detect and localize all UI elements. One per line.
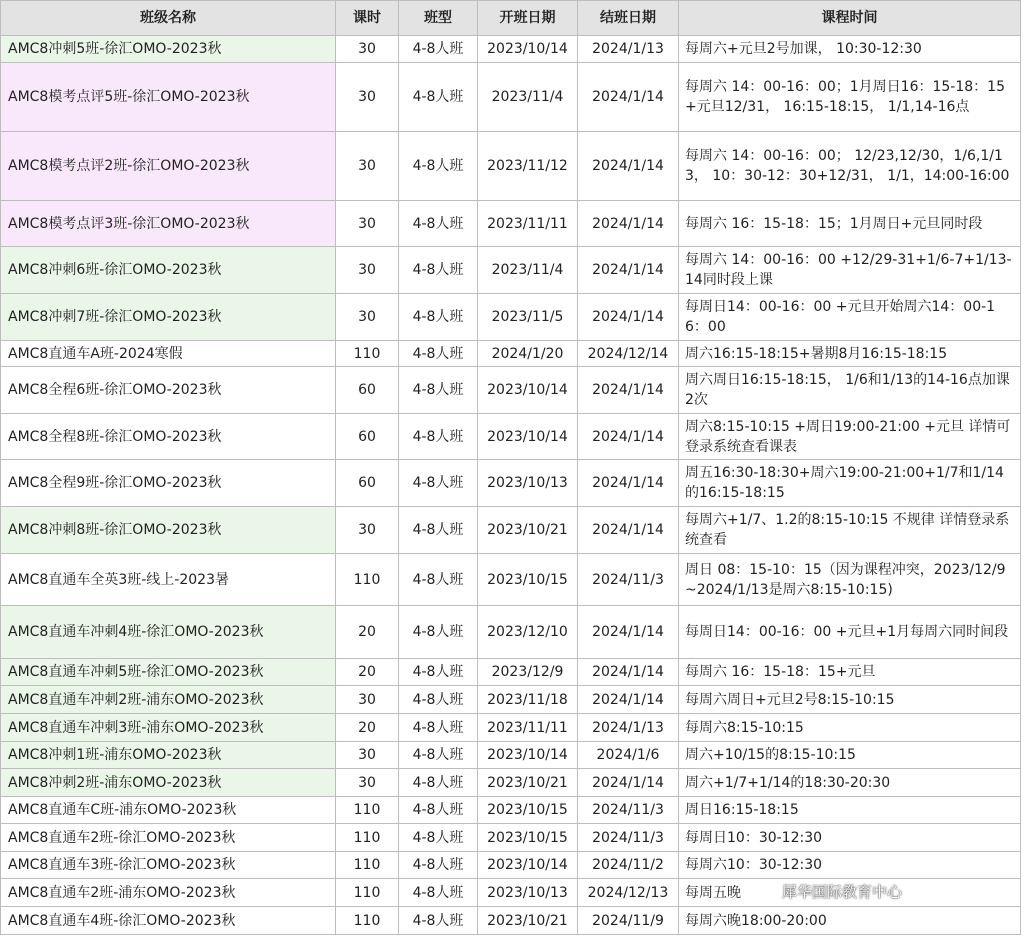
cell-schedule: 每周五晚 [679,879,1021,907]
cell-schedule: 周日16:15-18:15 [679,797,1021,824]
cell-start-date: 2023/10/15 [478,824,578,852]
cell-class-name: AMC8模考点评2班-徐汇OMO-2023秋 [1,132,336,201]
cell-schedule: 周六8:15-10:15 +周日19:00-21:00 +元旦 详情可登录系统查看课表 [679,414,1021,460]
cell-hours: 110 [336,852,399,879]
cell-hours: 110 [336,907,399,935]
cell-schedule: 每周六10：30-12:30 [679,852,1021,879]
cell-class-name: AMC8全程6班-徐汇OMO-2023秋 [1,367,336,414]
cell-schedule: 周六周日16:15-18:15， 1/6和1/13的14-16点加课2次 [679,367,1021,414]
cell-class-type: 4-8人班 [399,414,478,460]
table-row [1,460,1021,507]
cell-class-name: AMC8模考点评5班-徐汇OMO-2023秋 [1,63,336,132]
cell-hours: 20 [336,606,399,659]
header-class-type: 班型 [399,1,478,36]
cell-class-name: AMC8冲刺5班-徐汇OMO-2023秋 [1,36,336,63]
cell-schedule: 每周六8:15-10:15 [679,714,1021,742]
cell-class-type: 4-8人班 [399,507,478,554]
cell-end-date: 2024/1/14 [578,460,679,507]
cell-class-type: 4-8人班 [399,606,478,659]
cell-class-name: AMC8直通车A班-2024寒假 [1,341,336,367]
table-row [1,294,1021,341]
header-end-date: 结班日期 [578,1,679,36]
table-row [1,63,1021,132]
cell-hours: 30 [336,294,399,341]
cell-end-date: 2024/1/14 [578,659,679,686]
cell-class-name: AMC8冲刺2班-浦东OMO-2023秋 [1,769,336,797]
cell-end-date: 2024/1/14 [578,201,679,247]
cell-start-date: 2023/10/21 [478,907,578,935]
cell-class-name: AMC8模考点评3班-徐汇OMO-2023秋 [1,201,336,247]
cell-hours: 30 [336,769,399,797]
table-row [1,554,1021,606]
cell-class-name: AMC8直通车2班-徐汇OMO-2023秋 [1,824,336,852]
cell-hours: 30 [336,201,399,247]
table-row [1,907,1021,935]
cell-start-date: 2023/11/5 [478,294,578,341]
cell-class-name: AMC8直通车2班-浦东OMO-2023秋 [1,879,336,907]
cell-start-date: 2023/11/11 [478,201,578,247]
cell-end-date: 2024/1/13 [578,36,679,63]
cell-class-type: 4-8人班 [399,36,478,63]
cell-hours: 110 [336,797,399,824]
cell-schedule: 周六+10/15的8:15-10:15 [679,742,1021,769]
table-row [1,132,1021,201]
cell-schedule: 每周六+1/7、1.2的8:15-10:15 不规律 详情登录系统查看 [679,507,1021,554]
cell-schedule: 每周六 14：00-16：00 +12/29-31+1/6-7+1/13-14同时段上课 [679,247,1021,294]
cell-start-date: 2023/10/13 [478,460,578,507]
cell-end-date: 2024/12/14 [578,341,679,367]
cell-class-type: 4-8人班 [399,742,478,769]
header-schedule: 课程时间 [679,1,1021,36]
cell-class-name: AMC8直通车4班-徐汇OMO-2023秋 [1,907,336,935]
cell-end-date: 2024/1/14 [578,414,679,460]
cell-class-type: 4-8人班 [399,852,478,879]
cell-schedule: 每周日10：30-12:30 [679,824,1021,852]
cell-class-type: 4-8人班 [399,63,478,132]
cell-hours: 30 [336,507,399,554]
cell-class-name: AMC8全程9班-徐汇OMO-2023秋 [1,460,336,507]
cell-end-date: 2024/1/14 [578,367,679,414]
cell-hours: 20 [336,659,399,686]
cell-end-date: 2024/1/14 [578,247,679,294]
cell-start-date: 2023/10/21 [478,507,578,554]
cell-start-date: 2023/11/11 [478,714,578,742]
cell-class-name: AMC8直通车冲刺2班-浦东OMO-2023秋 [1,686,336,714]
cell-class-name: AMC8直通车C班-浦东OMO-2023秋 [1,797,336,824]
cell-end-date: 2024/1/14 [578,63,679,132]
cell-end-date: 2024/11/3 [578,797,679,824]
table-row [1,686,1021,714]
table-row [1,797,1021,824]
cell-class-type: 4-8人班 [399,132,478,201]
cell-hours: 30 [336,686,399,714]
cell-hours: 30 [336,63,399,132]
cell-start-date: 2023/12/9 [478,659,578,686]
cell-end-date: 2024/1/14 [578,606,679,659]
table-row [1,606,1021,659]
cell-class-type: 4-8人班 [399,714,478,742]
cell-end-date: 2024/11/3 [578,554,679,606]
table-row [1,769,1021,797]
cell-start-date: 2023/10/21 [478,769,578,797]
cell-schedule: 每周六 16：15-18：15；1月周日+元旦同时段 [679,201,1021,247]
cell-class-type: 4-8人班 [399,907,478,935]
cell-start-date: 2023/10/14 [478,36,578,63]
cell-class-name: AMC8冲刺7班-徐汇OMO-2023秋 [1,294,336,341]
cell-start-date: 2023/10/13 [478,879,578,907]
cell-hours: 30 [336,36,399,63]
header-hours: 课时 [336,1,399,36]
table-header-row [1,1,1021,36]
cell-end-date: 2024/12/13 [578,879,679,907]
cell-hours: 110 [336,341,399,367]
cell-hours: 20 [336,714,399,742]
cell-schedule: 周六16:15-18:15+暑期8月16:15-18:15 [679,341,1021,367]
cell-end-date: 2024/1/13 [578,714,679,742]
cell-class-type: 4-8人班 [399,879,478,907]
cell-schedule: 周六+1/7+1/14的18:30-20:30 [679,769,1021,797]
table-row [1,367,1021,414]
cell-start-date: 2023/11/12 [478,132,578,201]
cell-hours: 60 [336,414,399,460]
cell-end-date: 2024/11/2 [578,852,679,879]
table-row [1,714,1021,742]
cell-schedule: 每周日14：00-16：00 +元旦+1月每周六同时间段 [679,606,1021,659]
table-row [1,742,1021,769]
table-row [1,824,1021,852]
cell-end-date: 2024/11/9 [578,907,679,935]
table-row [1,201,1021,247]
cell-schedule: 每周日14：00-16：00 +元旦开始周六14：00-16：00 [679,294,1021,341]
cell-class-name: AMC8直通车冲刺5班-徐汇OMO-2023秋 [1,659,336,686]
table-row [1,852,1021,879]
cell-hours: 60 [336,367,399,414]
cell-schedule: 周五16:30-18:30+周六19:00-21:00+1/7和1/14的16:15-18:15 [679,460,1021,507]
cell-end-date: 2024/11/3 [578,824,679,852]
cell-end-date: 2024/1/14 [578,686,679,714]
cell-start-date: 2023/10/14 [478,742,578,769]
cell-start-date: 2023/10/14 [478,414,578,460]
cell-start-date: 2023/10/14 [478,367,578,414]
cell-class-type: 4-8人班 [399,341,478,367]
table-row [1,507,1021,554]
cell-class-type: 4-8人班 [399,686,478,714]
cell-class-name: AMC8直通车全英3班-线上-2023暑 [1,554,336,606]
header-start-date: 开班日期 [478,1,578,36]
cell-hours: 60 [336,460,399,507]
cell-class-type: 4-8人班 [399,247,478,294]
table-body [1,36,1021,935]
cell-hours: 110 [336,824,399,852]
table-row [1,341,1021,367]
cell-end-date: 2024/1/14 [578,769,679,797]
cell-end-date: 2024/1/14 [578,507,679,554]
table-row [1,879,1021,907]
cell-class-type: 4-8人班 [399,797,478,824]
cell-class-type: 4-8人班 [399,769,478,797]
cell-start-date: 2024/1/20 [478,341,578,367]
cell-start-date: 2023/12/10 [478,606,578,659]
cell-schedule: 每周六晚18:00-20:00 [679,907,1021,935]
cell-schedule: 每周六+元旦2号加课， 10:30-12:30 [679,36,1021,63]
cell-class-name: AMC8冲刺1班-浦东OMO-2023秋 [1,742,336,769]
cell-class-type: 4-8人班 [399,659,478,686]
cell-class-type: 4-8人班 [399,294,478,341]
cell-start-date: 2023/11/4 [478,63,578,132]
cell-hours: 30 [336,742,399,769]
table-row [1,414,1021,460]
cell-start-date: 2023/10/14 [478,852,578,879]
cell-start-date: 2023/10/15 [478,797,578,824]
cell-hours: 30 [336,132,399,201]
watermark-text: 犀华国际教育中心 [782,882,903,901]
cell-schedule: 每周六 16：15-18：15+元旦 [679,659,1021,686]
cell-class-name: AMC8直通车冲刺4班-徐汇OMO-2023秋 [1,606,336,659]
cell-class-name: AMC8冲刺8班-徐汇OMO-2023秋 [1,507,336,554]
cell-start-date: 2023/10/15 [478,554,578,606]
cell-class-type: 4-8人班 [399,201,478,247]
cell-class-type: 4-8人班 [399,367,478,414]
cell-start-date: 2023/11/4 [478,247,578,294]
cell-schedule: 每周六 14：00-16：00； 12/23,12/30，1/6,1/13， 10：30-12：30+12/31， 1/1，14:00-16:00 [679,132,1021,201]
cell-start-date: 2023/11/18 [478,686,578,714]
table-row [1,659,1021,686]
cell-end-date: 2024/1/14 [578,294,679,341]
cell-end-date: 2024/1/6 [578,742,679,769]
cell-schedule: 每周六 14：00-16：00；1月周日16：15-18：15+元旦12/31， 16:15-18:15， 1/1,14-16点 [679,63,1021,132]
cell-schedule: 周日 08：15-10：15（因为课程冲突，2023/12/9~2024/1/13是周六8:15-10:15) [679,554,1021,606]
cell-end-date: 2024/1/14 [578,132,679,201]
header-class-name: 班级名称 [1,1,336,36]
cell-hours: 110 [336,879,399,907]
cell-hours: 110 [336,554,399,606]
cell-class-name: AMC8直通车3班-徐汇OMO-2023秋 [1,852,336,879]
cell-class-type: 4-8人班 [399,460,478,507]
cell-class-name: AMC8直通车冲刺3班-浦东OMO-2023秋 [1,714,336,742]
cell-class-type: 4-8人班 [399,824,478,852]
table-row [1,247,1021,294]
cell-class-name: AMC8全程8班-徐汇OMO-2023秋 [1,414,336,460]
cell-hours: 30 [336,247,399,294]
table-row [1,36,1021,63]
cell-schedule: 每周六周日+元旦2号8:15-10:15 [679,686,1021,714]
cell-class-type: 4-8人班 [399,554,478,606]
cell-class-name: AMC8冲刺6班-徐汇OMO-2023秋 [1,247,336,294]
